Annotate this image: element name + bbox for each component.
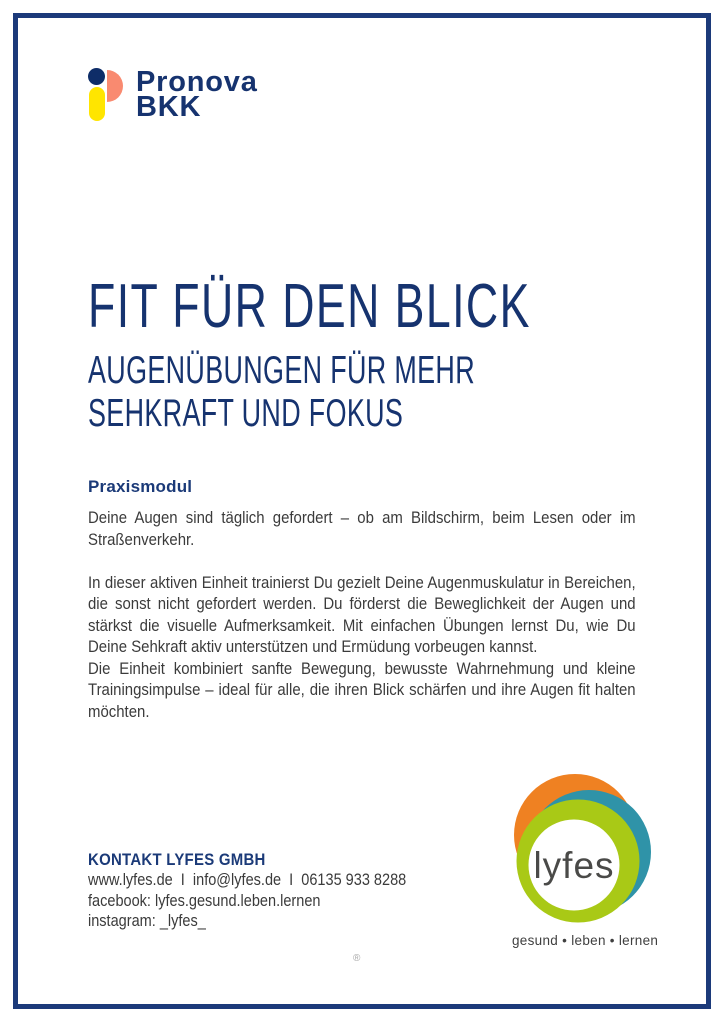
brand-name-line2: BKK xyxy=(136,91,202,123)
contact-info-line: www.lyfes.de I info@lyfes.de I 06135 933 8288 xyxy=(88,871,407,889)
contact-block xyxy=(88,849,450,932)
pronova-logo-pill-icon xyxy=(89,87,105,121)
lyfes-wordmark: lyfes xyxy=(533,845,615,886)
subtitle-line2: SEHKRAFT UND FOKUS xyxy=(88,392,404,435)
body-text xyxy=(88,507,636,722)
pronova-logo-dot-icon xyxy=(88,68,105,85)
page-subtitle xyxy=(88,349,512,435)
contact-inner xyxy=(88,849,406,932)
body-paragraph-3: Die Einheit kombiniert sanfte Bewegung, bewusste Wahrnehmung und kleine Trainingsimpulse – ideal für alle, die ihren Blick schärfen und ihre Augen fit halten möchten. xyxy=(88,658,636,721)
pronova-wordmark xyxy=(136,66,258,124)
section-label: Praxismodul xyxy=(88,477,193,496)
lyfes-logo-rings-icon xyxy=(512,772,654,924)
pronova-logo-mark xyxy=(88,66,124,124)
lyfes-tagline: gesund • leben • lernen xyxy=(512,933,659,948)
brand-name-line1: Pronova xyxy=(136,66,258,98)
subtitle-line1: AUGENÜBUNGEN FÜR MEHR xyxy=(88,349,476,392)
contact-heading: KONTAKT LYFES GMBH xyxy=(88,850,266,869)
page-title: FIT FÜR DEN BLICK xyxy=(88,272,531,341)
pronova-logo-halfdisc-icon xyxy=(107,70,123,102)
pronova-bkk-logo xyxy=(88,66,258,124)
body-paragraph-1: Deine Augen sind täglich gefordert – ob am Bildschirm, beim Lesen oder im Straßenverkehr. xyxy=(88,508,636,549)
contact-instagram-line: instagram: _lyfes_ xyxy=(88,912,206,931)
body-paragraph-2: In dieser aktiven Einheit trainierst Du gezielt Deine Augenmuskulatur in Bereichen, die sonst nicht gefordert werden. Du förderst die Beweglichkeit der Augen und stärkst die visuelle Aufmerksamkeit. Mit einfachen Übungen lernst Du, wie Du Deine Sehkraft aktiv unterstützen und Ermüdung vorbeugen kannst. xyxy=(88,572,636,656)
praxismodul-section xyxy=(88,477,636,722)
lyfes-logo xyxy=(512,772,659,948)
contact-facebook-line: facebook: lyfes.gesund.leben.lernen xyxy=(88,891,321,910)
registered-trademark: ® xyxy=(353,953,361,964)
hero-block xyxy=(88,272,703,435)
